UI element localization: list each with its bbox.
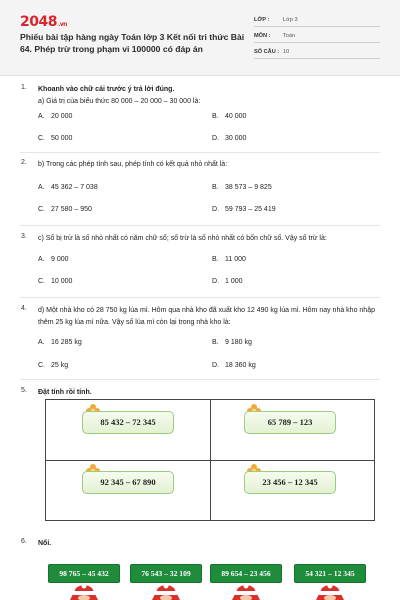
- option-d[interactable]: D. 30 000: [212, 135, 247, 142]
- site-logo[interactable]: 2048.vn: [20, 14, 67, 30]
- meta-subject: MÔN : Toán: [254, 30, 380, 43]
- divider: [20, 297, 380, 298]
- expression-chip: 92 345 – 67 890: [82, 471, 174, 494]
- meta-question-count: SỐ CÂU : 10: [254, 46, 380, 59]
- divider: [20, 152, 380, 153]
- option-c[interactable]: C. 25 kg: [38, 362, 69, 369]
- question-text: d) Một nhà kho có 28 750 kg lúa mì. Hôm qua nhà kho đã xuất kho 12 490 kg lúa mì. Hôm nay nhà kho nhập thêm 25 kg lúa mì nữa. Vậy số lúa mì còn lại trong nhà kho là:: [38, 307, 375, 326]
- expression-chip: 23 456 – 12 345: [244, 471, 336, 494]
- question-text: b) Trong các phép tính sau, phép tính có kết quả nhỏ nhất là:: [38, 161, 228, 168]
- option-c[interactable]: C. 50 000: [38, 135, 73, 142]
- option-a[interactable]: A. 20 000: [38, 113, 73, 120]
- option-a[interactable]: A. 9 000: [38, 256, 69, 263]
- worksheet-title: Phiếu bài tập hàng ngày Toán lớp 3 Kết nối tri thức Bài 64. Phép trừ trong phạm vi 100000 có đáp án: [20, 32, 245, 54]
- question-number: 5.: [21, 387, 27, 394]
- grid-divider: [46, 460, 374, 461]
- question-number: 1.: [21, 84, 27, 91]
- divider: [20, 379, 380, 380]
- santa-icon: [64, 582, 104, 600]
- question-number: 3.: [21, 233, 27, 240]
- option-b[interactable]: B. 11 000: [212, 256, 246, 263]
- matching-items: [0, 560, 400, 600]
- option-a[interactable]: A. 16 285 kg: [38, 339, 82, 346]
- santa-icon: [226, 582, 266, 600]
- calculation-grid: [45, 399, 375, 521]
- santa-icon: [146, 582, 186, 600]
- option-d[interactable]: D. 59 793 – 25 419: [212, 206, 276, 213]
- option-d[interactable]: D. 18 360 kg: [212, 362, 256, 369]
- question-text: Đặt tính rồi tính.: [38, 389, 92, 396]
- expression-chip: 85 432 – 72 345: [82, 411, 174, 434]
- option-b[interactable]: B. 9 180 kg: [212, 339, 252, 346]
- match-label: 76 543 – 32 109: [130, 564, 202, 583]
- question-number: 2.: [21, 159, 27, 166]
- meta-class: LỚP : Lớp 3: [254, 14, 380, 27]
- option-d[interactable]: D. 1 000: [212, 278, 243, 285]
- option-c[interactable]: C. 27 580 – 950: [38, 206, 92, 213]
- divider: [20, 225, 380, 226]
- option-a[interactable]: A. 45 362 – 7 038: [38, 184, 98, 191]
- match-card[interactable]: [48, 560, 120, 600]
- santa-icon: [310, 582, 350, 600]
- option-c[interactable]: C. 10 000: [38, 278, 73, 285]
- match-label: 89 654 – 23 456: [210, 564, 282, 583]
- question-number: 4.: [21, 305, 27, 312]
- match-label: 54 321 – 12 345: [294, 564, 366, 583]
- question-number: 6.: [21, 538, 27, 545]
- match-label: 98 765 – 45 432: [48, 564, 120, 583]
- match-card[interactable]: [210, 560, 282, 600]
- option-b[interactable]: B. 40 000: [212, 113, 247, 120]
- expression-chip: 65 789 – 123: [244, 411, 336, 434]
- question-text: Nối.: [38, 540, 52, 547]
- worksheet-header: [0, 0, 400, 76]
- match-card[interactable]: [294, 560, 366, 600]
- question-text: c) Số bị trừ là số nhỏ nhất có năm chữ số; số trừ là số nhỏ nhất có bốn chữ số. Vậy số trừ là:: [38, 235, 327, 242]
- question-text: Khoanh vào chữ cái trước ý trả lời đúng. a) Giá trị của biểu thức 80 000 – 20 000 – 30 000 là:: [38, 86, 201, 105]
- option-b[interactable]: B. 38 573 – 9 825: [212, 184, 272, 191]
- match-card[interactable]: [130, 560, 202, 600]
